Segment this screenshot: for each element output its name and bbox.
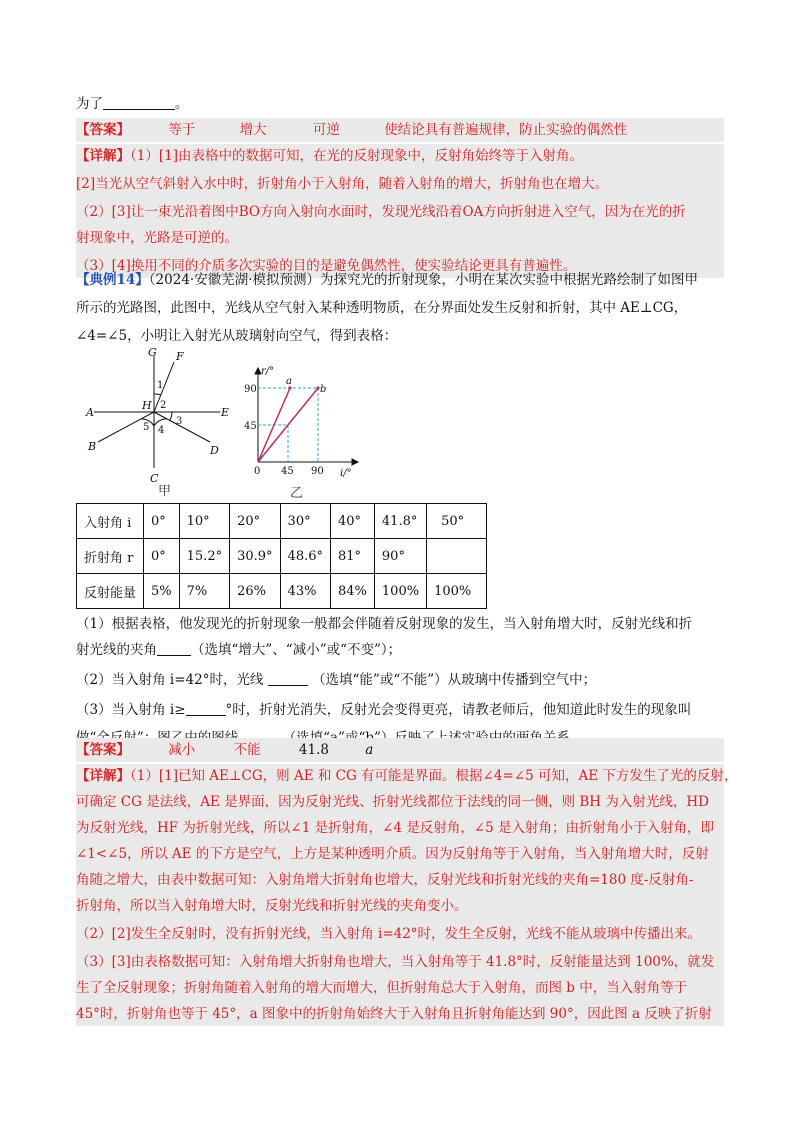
tick-90: 90 bbox=[311, 466, 324, 477]
figure-yi-graph bbox=[244, 360, 368, 480]
table-cell: 10° bbox=[179, 504, 229, 539]
graph-ylabel: r/° bbox=[261, 366, 275, 377]
label-G: G bbox=[148, 346, 157, 359]
detail-text: （3）[4]换用不同的介质多次实验的目的是避免偶然性，使实验结论更具有普遍性。 bbox=[76, 258, 577, 274]
table-row bbox=[77, 504, 487, 539]
ytick-45: 45 bbox=[244, 421, 257, 432]
table-cell: 100% bbox=[374, 574, 426, 609]
detail-text: （2）[2]发生全反射时，没有折射光线，当入射角 i=42°时，发生全反射，光线不能从玻璃中传播出来。 bbox=[76, 926, 702, 942]
answer-item: 等于 bbox=[168, 122, 196, 138]
table-cell bbox=[427, 539, 487, 574]
example-block bbox=[76, 268, 736, 348]
label-E: E bbox=[221, 406, 230, 419]
answer-blank-1[interactable] bbox=[157, 640, 191, 656]
detail-tag: 【详解】 bbox=[76, 148, 130, 164]
table-cell: 48.6° bbox=[280, 539, 330, 574]
question-text: 射光线的夹角 bbox=[76, 642, 157, 658]
table-cell: 100% bbox=[427, 574, 487, 609]
detail-text: 45°时，折射角也等于 45°，a 图象中的折射角始终大于入射角且折射角能达到 90°，因此图 a 反映了折射 bbox=[76, 1006, 712, 1022]
top-suffix: 。 bbox=[175, 96, 189, 112]
graph-xlabel: i/° bbox=[340, 468, 352, 479]
top-line bbox=[76, 92, 189, 116]
label-F: F bbox=[176, 350, 184, 363]
angle-5: 5 bbox=[143, 422, 150, 433]
data-table bbox=[76, 503, 487, 609]
label-C: C bbox=[150, 472, 159, 485]
question-text: （选填“能”或“不能”）从玻璃中传播到空气中； bbox=[307, 672, 597, 688]
detail-text: ∠1<∠5，所以 AE 的下方是空气，上方是某种透明介质。因为反射角等于入射角，当入射角增大时，反射 bbox=[76, 846, 709, 862]
table-cell: 7% bbox=[179, 574, 229, 609]
detail-text: 折射角，所以当入射角增大时，反射光线和折射光线的夹角变小。 bbox=[76, 898, 468, 914]
answer-blank[interactable] bbox=[103, 94, 175, 110]
answer-item: 使结论具有普遍规律，防止实验的偶然性 bbox=[384, 122, 628, 138]
table-cell: 26% bbox=[230, 574, 280, 609]
tick-0: 0 bbox=[254, 466, 261, 477]
question-text: （选填“增大”、“减小”或“不变”）； bbox=[191, 642, 402, 658]
table-cell: 50° bbox=[427, 504, 487, 539]
table-row bbox=[77, 539, 487, 574]
example-text: ∠4=∠5，小明让入射光从玻璃射向空气，得到表格： bbox=[76, 328, 398, 344]
detail-block-2 bbox=[76, 764, 738, 1026]
detail-text: 射现象中，光路是可逆的。 bbox=[76, 230, 238, 246]
questions-block bbox=[76, 612, 736, 750]
angle-4: 4 bbox=[158, 425, 165, 436]
detail-block-1 bbox=[76, 144, 724, 278]
answer-item: 增大 bbox=[239, 122, 267, 138]
detail-text: 可确定 CG 是法线，AE 是界面，因为反射光线、折射光线都位于法线的同一侧，则 BH 为入射光线，HD bbox=[76, 794, 709, 810]
angle-3: 3 bbox=[176, 416, 183, 427]
table-cell: 90° bbox=[374, 539, 426, 574]
table-cell: 84% bbox=[331, 574, 375, 609]
table-cell: 折射角 r bbox=[77, 539, 144, 574]
answer-item: a bbox=[365, 742, 374, 758]
ytick-90: 90 bbox=[244, 384, 257, 395]
answer-item: 可逆 bbox=[312, 122, 340, 138]
angle-1: 1 bbox=[157, 380, 164, 391]
question-text: （2）当入射角 i=42°时，光线 bbox=[76, 672, 268, 688]
figure-jia-light-path bbox=[80, 346, 250, 490]
table-cell: 入射角 i bbox=[77, 504, 144, 539]
detail-text: （2）[3]让一束光沿着图中BO方向入射向水面时，发现光线沿着OA方向折射进入空气，因为在光的折 bbox=[76, 204, 686, 220]
answer-blank-2[interactable] bbox=[268, 670, 308, 686]
example-tag: 【典例14】 bbox=[76, 272, 149, 288]
example-text: 所示的光路图，此图中，光线从空气射入某种透明物质，在分界面处发生反射和折射，其中 AE⊥CG， bbox=[76, 300, 688, 316]
caption-yi: 乙 bbox=[290, 486, 304, 501]
table-cell: 0° bbox=[144, 504, 180, 539]
table-cell: 40° bbox=[331, 504, 375, 539]
answer-item: 减小 bbox=[168, 742, 196, 758]
table-cell: 15.2° bbox=[179, 539, 229, 574]
label-b: b bbox=[320, 384, 327, 395]
answer-item: 41.8 bbox=[298, 742, 329, 758]
top-prefix: 为了 bbox=[76, 96, 103, 112]
detail-text: 为反射光线，HF 为折射光线，所以∠1 是折射角，∠4 是反射角，∠5 是入射角；由折射角小于入射角，即 bbox=[76, 820, 715, 836]
table-cell: 反射能量 bbox=[77, 574, 144, 609]
detail-tag: 【详解】 bbox=[76, 768, 130, 784]
question-text: °时，折射光消失，反射光会变得更亮，请教老师后，他知道此时发生的现象叫 bbox=[225, 702, 692, 718]
label-a: a bbox=[286, 376, 292, 387]
tick-45: 45 bbox=[281, 466, 294, 477]
answer-tag: 【答案】 bbox=[76, 742, 130, 758]
question-text: （3）当入射角 i≥ bbox=[76, 702, 186, 718]
detail-text: [2]当光从空气斜射入水中时，折射角小于入射角，随着入射角的增大，折射角也在增大。 bbox=[76, 176, 609, 192]
angle-2: 2 bbox=[160, 400, 167, 411]
label-B: B bbox=[88, 440, 97, 453]
example-text: （2024·安徽芜湖·模拟预测）为探究光的折射现象，小明在某次实验中根据光路绘制了如图甲 bbox=[148, 272, 698, 288]
table-cell: 41.8° bbox=[374, 504, 426, 539]
label-A: A bbox=[86, 406, 94, 419]
detail-text: （3）[3]由表格数据可知：入射角增大折射角也增大，当入射角等于 41.8°时，反射能量达到 100%，就发 bbox=[76, 954, 715, 970]
table-cell: 5% bbox=[144, 574, 180, 609]
table-cell: 81° bbox=[331, 539, 375, 574]
answer-row-2 bbox=[76, 738, 724, 762]
table-cell: 30.9° bbox=[230, 539, 280, 574]
answer-row-1 bbox=[76, 118, 724, 142]
detail-text: （1）[1]由表格中的数据可知，在光的反射现象中，反射角始终等于入射角。 bbox=[130, 148, 583, 164]
detail-text: 生了全反射现象；折射角随着入射角的增大而增大，但折射角总大于入射角，而图 b 中，当入射角等于 bbox=[76, 980, 688, 996]
table-cell: 30° bbox=[280, 504, 330, 539]
answer-blank-3[interactable] bbox=[186, 700, 226, 716]
detail-text: （1）[1]已知 AE⊥CG，则 AE 和 CG 有可能是界面。根据∠4=∠5 可知，AE 下方发生了光的反射， bbox=[130, 768, 738, 784]
table-cell: 20° bbox=[230, 504, 280, 539]
label-D: D bbox=[210, 444, 219, 457]
answer-tag: 【答案】 bbox=[76, 122, 130, 138]
table-cell: 43% bbox=[280, 574, 330, 609]
detail-text: 角随之增大，由表中数据可知：入射角增大折射角也增大，反射光线和折射光线的夹角=180 度-反射角- bbox=[76, 872, 694, 888]
table-cell: 0° bbox=[144, 539, 180, 574]
label-H: H bbox=[142, 399, 152, 412]
caption-jia: 甲 bbox=[158, 484, 172, 499]
question-text: （1）根据表格，他发现光的折射现象一般都会伴随着反射现象的发生，当入射角增大时，反射光线和折 bbox=[76, 616, 693, 632]
table-row bbox=[77, 574, 487, 609]
answer-item: 不能 bbox=[233, 742, 261, 758]
